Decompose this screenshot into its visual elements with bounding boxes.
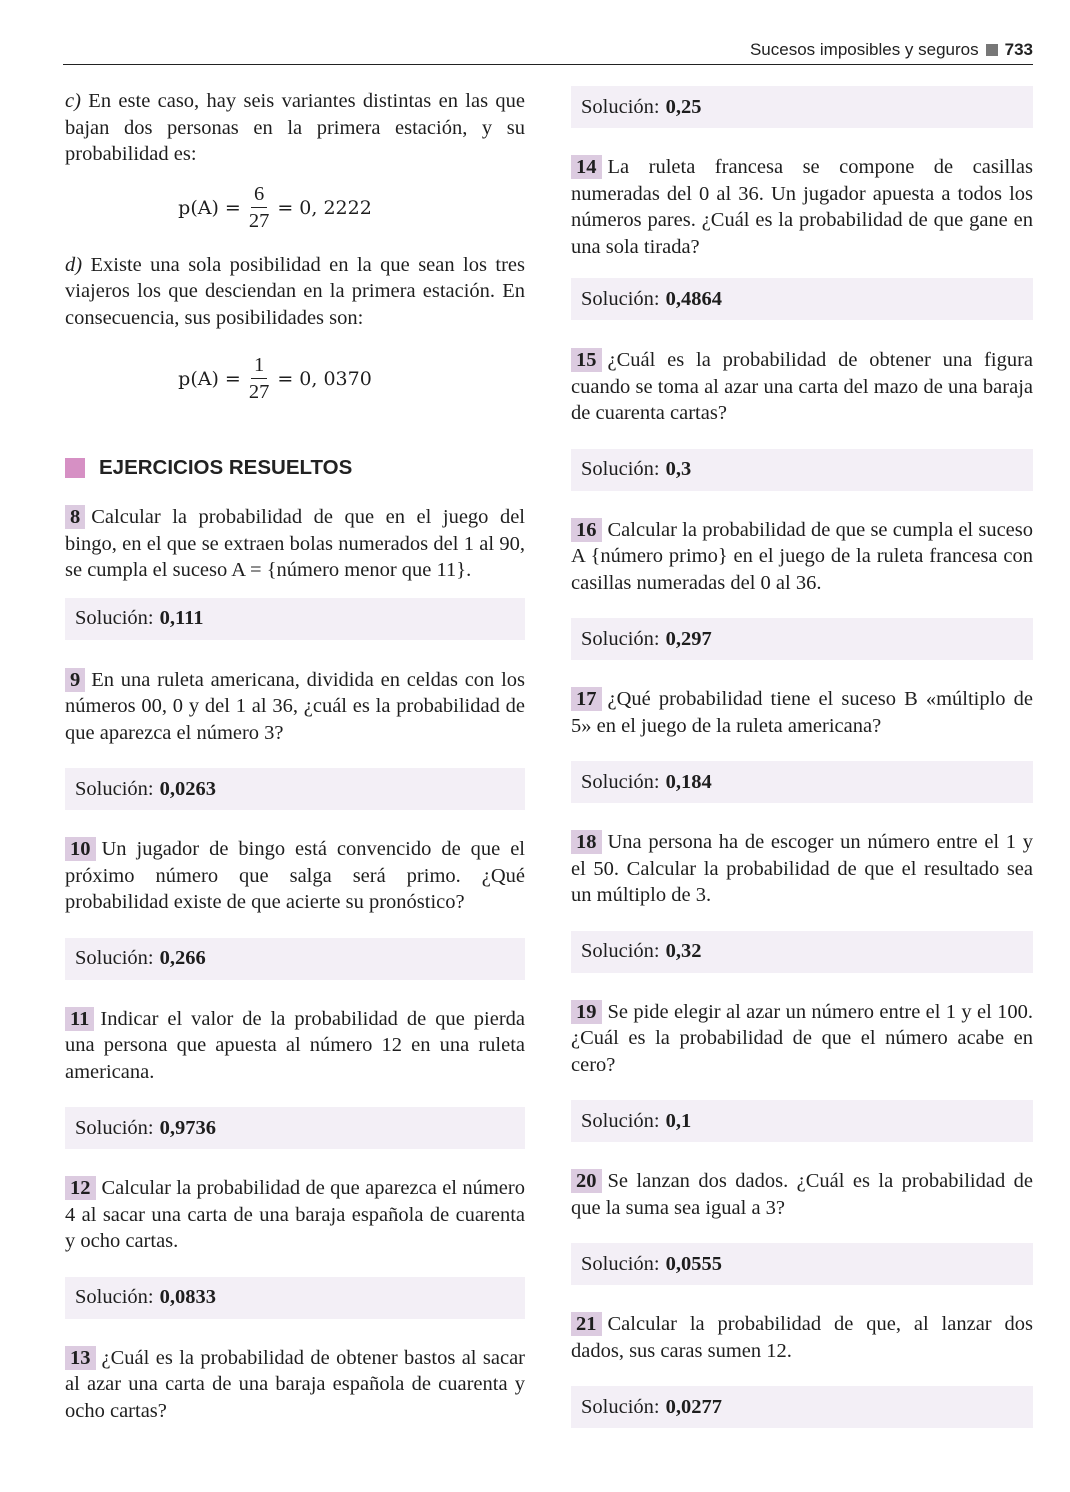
exercise-text: En una ruleta americana, dividida en celdas con los números 00, 0 y del 1 al 36, ¿cuál es la probabilidad de que aparezca el número 3?	[65, 668, 525, 744]
exercise-number: 9	[65, 668, 85, 692]
exercise-number: 21	[571, 1312, 602, 1336]
solution-label: Solución:	[75, 607, 154, 629]
solution-value: 0,266	[159, 947, 206, 969]
exercise-number: 18	[571, 830, 602, 854]
solution-value: 0,1	[665, 1109, 692, 1132]
exercise-number: 19	[571, 1000, 602, 1024]
exercise-text: Una persona ha de escoger un número entre el 1 y el 50. Calcular la probabilidad de que el resultado sea un múltiplo de 3.	[571, 831, 1033, 906]
solution-box	[65, 1277, 525, 1319]
solution-label: Solución:	[581, 1395, 660, 1418]
paragraph-d-text: Existe una sola posibilidad en la que sean los tres viajeros los que desciendan en la primera estación. En consecuencia, sus posibilidades son:	[65, 253, 526, 329]
paragraph-c-text: En este caso, hay seis variantes distintas en las que bajan dos personas en la primera estación, y su probabilidad es:	[65, 90, 526, 165]
formula-d	[65, 331, 525, 426]
exercise-number: 11	[65, 1007, 94, 1031]
section-square-icon	[65, 458, 85, 478]
solution-box	[571, 1386, 1033, 1428]
exercise-text: Calcular la probabilidad de que en el juego del bingo, en el que se extraen bolas numerados del 1 al 90, se cumpla el suceso A = {número menor que 11}.	[65, 506, 525, 581]
right-column	[571, 82, 1033, 1428]
formula-d-denominator: 27	[248, 381, 270, 403]
solution-label: Solución:	[581, 770, 660, 793]
solution-value: 0,0555	[665, 1252, 722, 1275]
exercise-number: 13	[65, 1346, 96, 1370]
solution-value: 0,32	[665, 940, 702, 962]
exercise-number: 17	[571, 687, 602, 711]
exercise-number: 16	[571, 518, 602, 542]
exercise	[571, 999, 1033, 1079]
solution-value: 0,0263	[159, 777, 216, 800]
solution-label: Solución:	[75, 1116, 154, 1139]
solution-label: Solución:	[581, 1109, 660, 1132]
solution-box	[571, 618, 1033, 660]
solution-label: Solución:	[75, 1286, 154, 1308]
solution-label: Solución:	[581, 287, 660, 310]
formula-c-lhs: p(A) =	[178, 196, 241, 219]
exercise-number: 8	[65, 505, 85, 529]
solution-value: 0,111	[159, 607, 204, 629]
solution-label: Solución:	[581, 627, 660, 650]
solution-box	[65, 1107, 525, 1149]
formula-c-rhs: = 0, 2222	[277, 196, 372, 219]
exercise-text: ¿Cuál es la probabilidad de obtener bastos al sacar al azar una carta de una baraja española de cuarenta y ocho cartas?	[65, 1346, 525, 1422]
exercise	[571, 517, 1033, 597]
solution-value: 0,0833	[159, 1286, 216, 1308]
item-letter-c: c)	[65, 90, 81, 112]
solution-box	[571, 449, 1033, 491]
formula-c-numerator: 6	[251, 183, 267, 208]
exercise	[571, 829, 1033, 909]
page-number: 733	[1004, 40, 1033, 59]
solution-box	[571, 278, 1033, 320]
solution-box	[65, 768, 525, 810]
section-heading	[65, 456, 525, 480]
solution-label: Solución:	[75, 777, 154, 800]
solution-value: 0,0277	[665, 1395, 722, 1418]
exercise-number: 10	[65, 837, 96, 861]
exercise-text: Calcular la probabilidad de que, al lanzar dos dados, sus caras sumen 12.	[571, 1313, 1033, 1362]
exercise	[65, 1175, 525, 1255]
exercise-text: La ruleta francesa se compone de casillas numeradas del 0 al 36. Un jugador apuesta a todos los números pares. ¿Cuál es la probabilidad de que gane en una sola tirada?	[571, 156, 1033, 258]
exercise-number: 15	[571, 348, 602, 372]
exercise-number: 14	[571, 155, 602, 179]
header-section-title: Sucesos imposibles y seguros	[749, 40, 979, 59]
solution-label: Solución:	[581, 95, 660, 118]
solution-value: 0,3	[665, 458, 692, 480]
solution-box	[571, 1243, 1033, 1285]
solution-value: 0,25	[665, 95, 702, 118]
exercise	[65, 667, 525, 747]
formula-d-lhs: p(A) =	[178, 367, 241, 390]
exercise-text: Calcular la probabilidad de que se cumpla el suceso A {número primo} en el juego de la ruleta francesa con casillas numeradas del 0 al 36.	[571, 518, 1033, 594]
formula-c-denominator: 27	[248, 210, 270, 232]
solution-box	[571, 761, 1033, 803]
solution-box	[65, 598, 525, 640]
exercise	[571, 1311, 1033, 1364]
solution-label: Solución:	[581, 1252, 660, 1275]
exercise	[65, 1006, 525, 1086]
exercise-text: Un jugador de bingo está convencido de que el próximo número que salga será primo. ¿Qué probabilidad existe de que acierte su pronóstico?	[65, 838, 525, 913]
exercise-number: 12	[65, 1176, 96, 1200]
formula-d-rhs: = 0, 0370	[277, 367, 372, 390]
exercise-text: Se lanzan dos dados. ¿Cuál es la probabilidad de que la suma sea igual a 3?	[571, 1170, 1033, 1219]
solution-value: 0,184	[665, 770, 712, 793]
solution-box	[65, 938, 525, 980]
exercise	[571, 154, 1033, 260]
paragraph-c	[65, 88, 525, 168]
solution-label: Solución:	[581, 458, 660, 480]
exercise	[65, 504, 525, 584]
exercise-text: Indicar el valor de la probabilidad de que pierda una persona que apuesta al número 12 en una ruleta americana.	[65, 1007, 525, 1083]
exercise	[65, 1345, 525, 1425]
solution-box	[571, 1100, 1033, 1142]
solution-label: Solución:	[75, 947, 154, 969]
solution-label: Solución:	[581, 940, 660, 962]
exercise-number: 20	[571, 1169, 602, 1193]
formula-d-fraction	[249, 354, 270, 403]
exercise	[65, 836, 525, 916]
exercise-text: ¿Qué probabilidad tiene el suceso B «múltiplo de 5» en el juego de la ruleta americana?	[571, 688, 1033, 737]
running-header	[63, 36, 1033, 65]
solution-value: 0,297	[665, 627, 712, 650]
exercise	[571, 347, 1033, 427]
solution-value: 0,9736	[159, 1116, 216, 1139]
section-heading-text: EJERCICIOS RESUELTOS	[99, 456, 353, 479]
left-column	[65, 82, 525, 1424]
formula-c-fraction	[249, 183, 270, 232]
formula-d-numerator: 1	[251, 354, 267, 379]
header-square-icon	[986, 44, 998, 56]
exercise-text: ¿Cuál es la probabilidad de obtener una figura cuando se toma al azar una carta del mazo de una baraja de cuarenta cartas?	[571, 349, 1033, 424]
exercise	[571, 686, 1033, 739]
solution-box	[571, 86, 1033, 128]
item-letter-d: d)	[65, 253, 83, 276]
exercise-text: Calcular la probabilidad de que aparezca el número 4 al sacar una carta de una baraja española de cuarenta y ocho cartas.	[65, 1177, 525, 1252]
solution-value: 0,4864	[665, 287, 722, 310]
exercise	[571, 1168, 1033, 1221]
exercise-text: Se pide elegir al azar un número entre el 1 y el 100. ¿Cuál es la probabilidad de que el número acabe en cero?	[571, 1000, 1033, 1076]
formula-c	[65, 168, 525, 248]
paragraph-d	[65, 252, 525, 332]
solution-box	[571, 931, 1033, 973]
